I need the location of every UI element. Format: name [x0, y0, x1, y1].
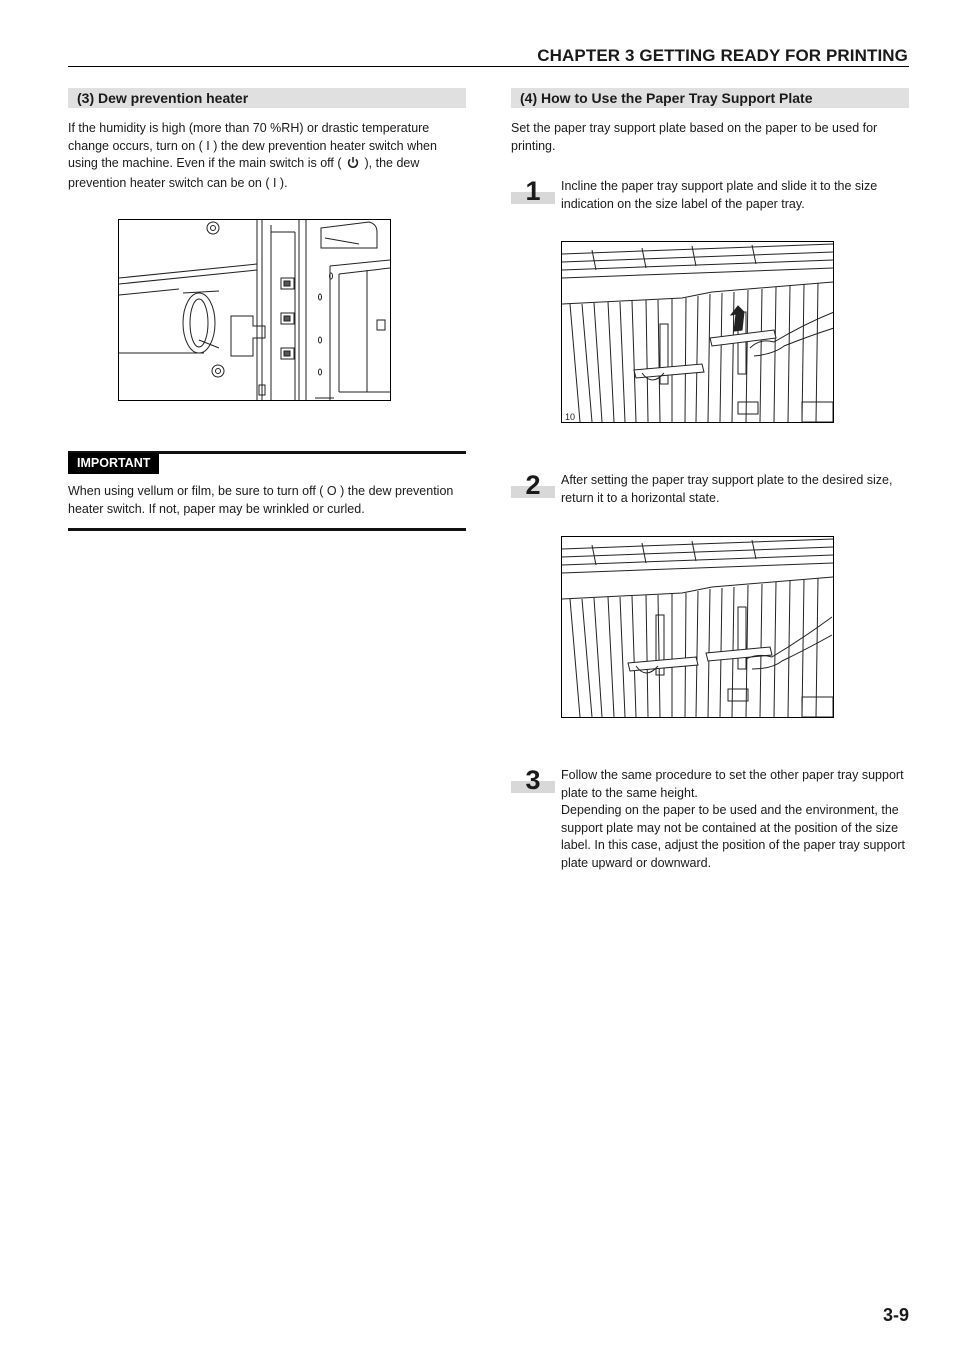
section-title-paper-tray-support-plate: (4) How to Use the Paper Tray Support Plate	[511, 88, 909, 108]
dew-heater-description-part1: If the humidity is high (more than 70 %RH) or drastic temperature change occurs, turn on ( I ) the dew prevention heater switch when using the machine. Even if the main switch is off (	[68, 121, 437, 170]
step-1-number: 1	[525, 176, 541, 206]
important-label: IMPORTANT	[68, 453, 159, 474]
step-2-illustration	[561, 536, 834, 718]
paper-tray-intro: Set the paper tray support plate based on the paper to be used for printing.	[511, 121, 878, 153]
section-title-dew-prevention-heater: (3) Dew prevention heater	[68, 88, 466, 108]
power-icon	[347, 156, 359, 175]
step-1-illustration	[561, 241, 834, 423]
dew-heater-description	[68, 120, 463, 192]
step-3-number: 3	[525, 765, 541, 795]
step-2-number: 2	[525, 470, 541, 500]
dew-heater-switch-illustration	[118, 219, 391, 401]
important-bottom-rule	[68, 528, 466, 531]
step-3-text: Follow the same procedure to set the other paper tray support plate to the same height.	[561, 768, 904, 800]
important-text: When using vellum or film, be sure to turn off ( O ) the dew prevention heater switch. If not, paper may be wrinkled or curled.	[68, 484, 454, 516]
chapter-title: CHAPTER 3 GETTING READY FOR PRINTING	[537, 46, 908, 65]
step-2-text: After setting the paper tray support plate to the desired size, return it to a horizontal state.	[561, 473, 893, 505]
dew-heater-description-part2: ), the dew prevention heater switch can be on ( I ).	[68, 156, 420, 190]
header-rule	[68, 66, 909, 67]
step-3-note: Depending on the paper to be used and the environment, the support plate may not be contained at the position of the size label. In this case, adjust the position of the paper tray support plate upward or downward.	[561, 803, 905, 870]
svg-text:10: 10	[565, 412, 576, 422]
page-number: 3-9	[882, 1305, 909, 1325]
step-1-text: Incline the paper tray support plate and slide it to the size indication on the size label of the paper tray.	[561, 179, 878, 211]
